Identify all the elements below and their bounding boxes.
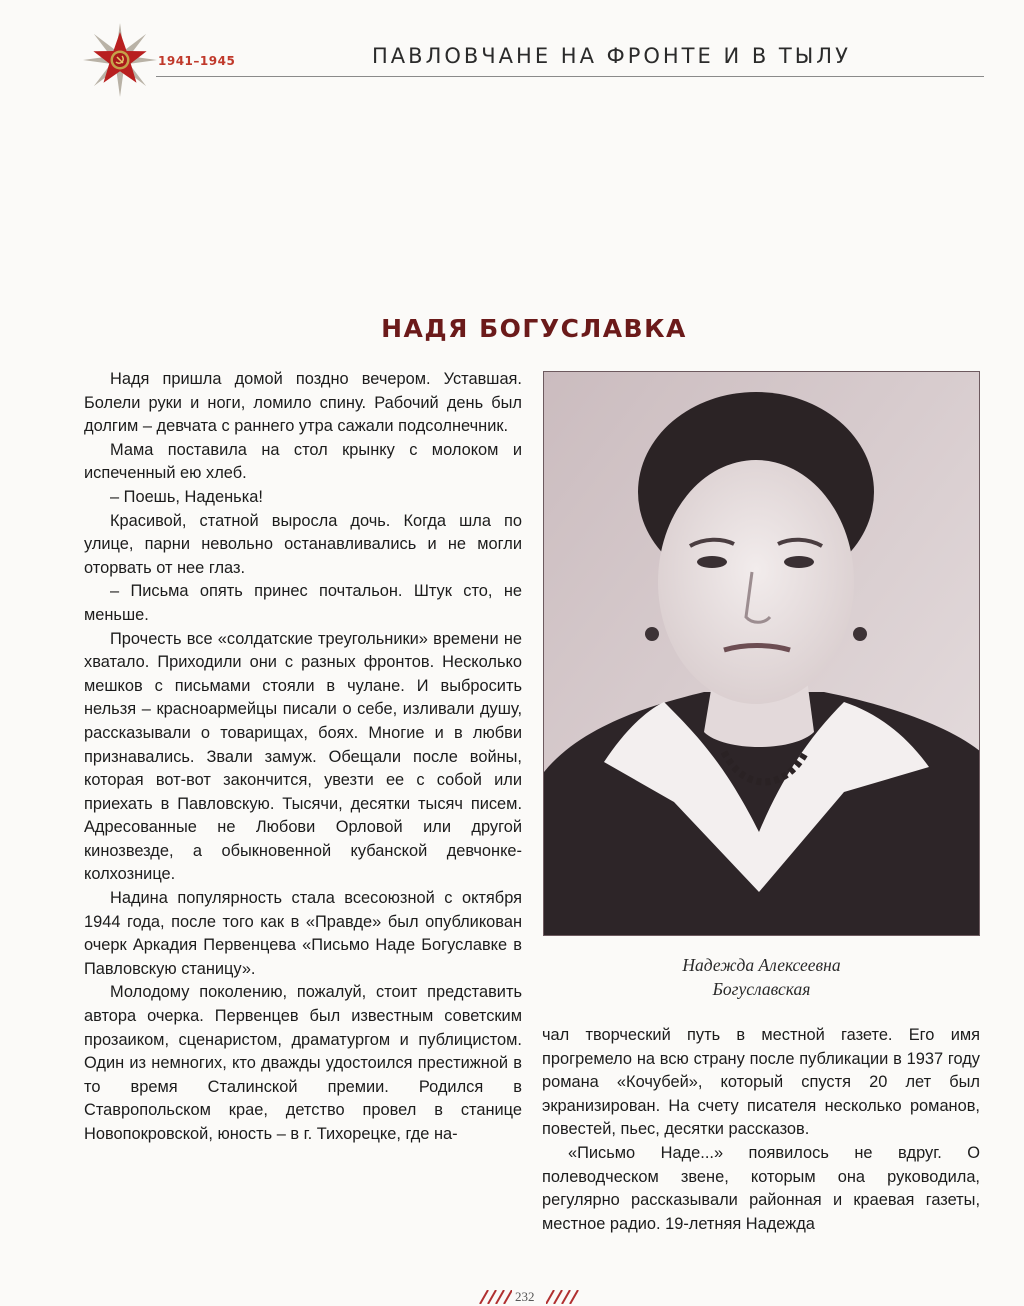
header-divider: [156, 76, 984, 77]
caption-line: Надежда Алексеевна: [682, 955, 841, 975]
paragraph: Молодому поколению, пожалуй, стоит представить автора очерка. Первенцев был известным советским прозаиком, сценаристом, драматургом и публицистом. Один из немногих, кто дважды удостоился престижной в то время Сталинской премии. Родился в Ставропольском крае, детство провел в станице Новопокровской, юность – в г. Тихорецке, где на-: [84, 983, 522, 1143]
hatch-ornament-right: [546, 1290, 586, 1304]
portrait-photo: [543, 371, 980, 936]
caption-line: Богуславская: [712, 979, 811, 999]
paragraph: Мама поставила на стол крынку с молоком и испеченный ею хлеб.: [84, 440, 522, 483]
paragraph: чал творческий путь в местной газете. Его имя прогремело на всю страну после публикации в 1937 году романа «Кочубей», который спустя 20 лет был экранизирован. На счету писателя несколько романов, повестей, пьес, десятки рассказов.: [542, 1026, 980, 1139]
text-column-left: [84, 368, 522, 1147]
paragraph: «Письмо Наде...» появилось не вдруг. О полеводческом звене, которым она руководила, регулярно рассказывали районная и краевая газеты, местное радио. 19-летняя Надежда: [542, 1143, 980, 1233]
paragraph: Надя пришла домой поздно вечером. Уставшая. Болели руки и ноги, ломило спину. Рабочий день был долгим – девчата с раннего утра сажали подсолнечник.: [84, 370, 522, 436]
portrait-image: [544, 372, 980, 936]
article-title: НАДЯ БОГУСЛАВКА: [381, 314, 687, 343]
paragraph: Надина популярность стала всесоюзной с октября 1944 года, после того как в «Правде» был опубликован очерк Аркадия Первенцева «Письмо Наде Богуславке в Павловскую станицу».: [84, 889, 522, 978]
order-of-patriotic-war-icon: [82, 22, 158, 98]
paragraph: – Письма опять принес почтальон. Штук сто, не меньше.: [84, 582, 522, 624]
page-number: 232: [515, 1289, 535, 1304]
page-footer: [0, 1288, 1024, 1306]
running-title: ПАВЛОВЧАНЕ НА ФРОНТЕ И В ТЫЛУ: [372, 44, 851, 68]
page-header: [0, 0, 1024, 110]
hatch-ornament-left: [472, 1290, 512, 1304]
years-label: 1941–1945: [158, 54, 236, 68]
paragraph: Красивой, статной выросла дочь. Когда шла по улице, парни невольно останавливались и не могли оторвать от нее глаз.: [84, 511, 522, 577]
photo-caption: [543, 953, 980, 1001]
paragraph: – Поешь, Наденька!: [110, 487, 263, 506]
paragraph: Прочесть все «солдатские треугольники» времени не хватало. Приходили они с разных фронтов. Несколько мешков с письмами стояли в чулане. И выбросить нельзя – красноармейцы писали о себе, изливали душу, рассказывали о товарищах, боях. Многие и в любви признавались. Звали замуж. Обещали после войны, которая вот-вот закончится, увезти ее с собой или приехать в Павловскую. Тысячи, десятки тысяч писем. Адресованные не Любови Орловой или другой кинозвезде, а обыкновенной кубанской девчонке-колхознице.: [84, 629, 522, 884]
text-column-right: [542, 1024, 980, 1236]
